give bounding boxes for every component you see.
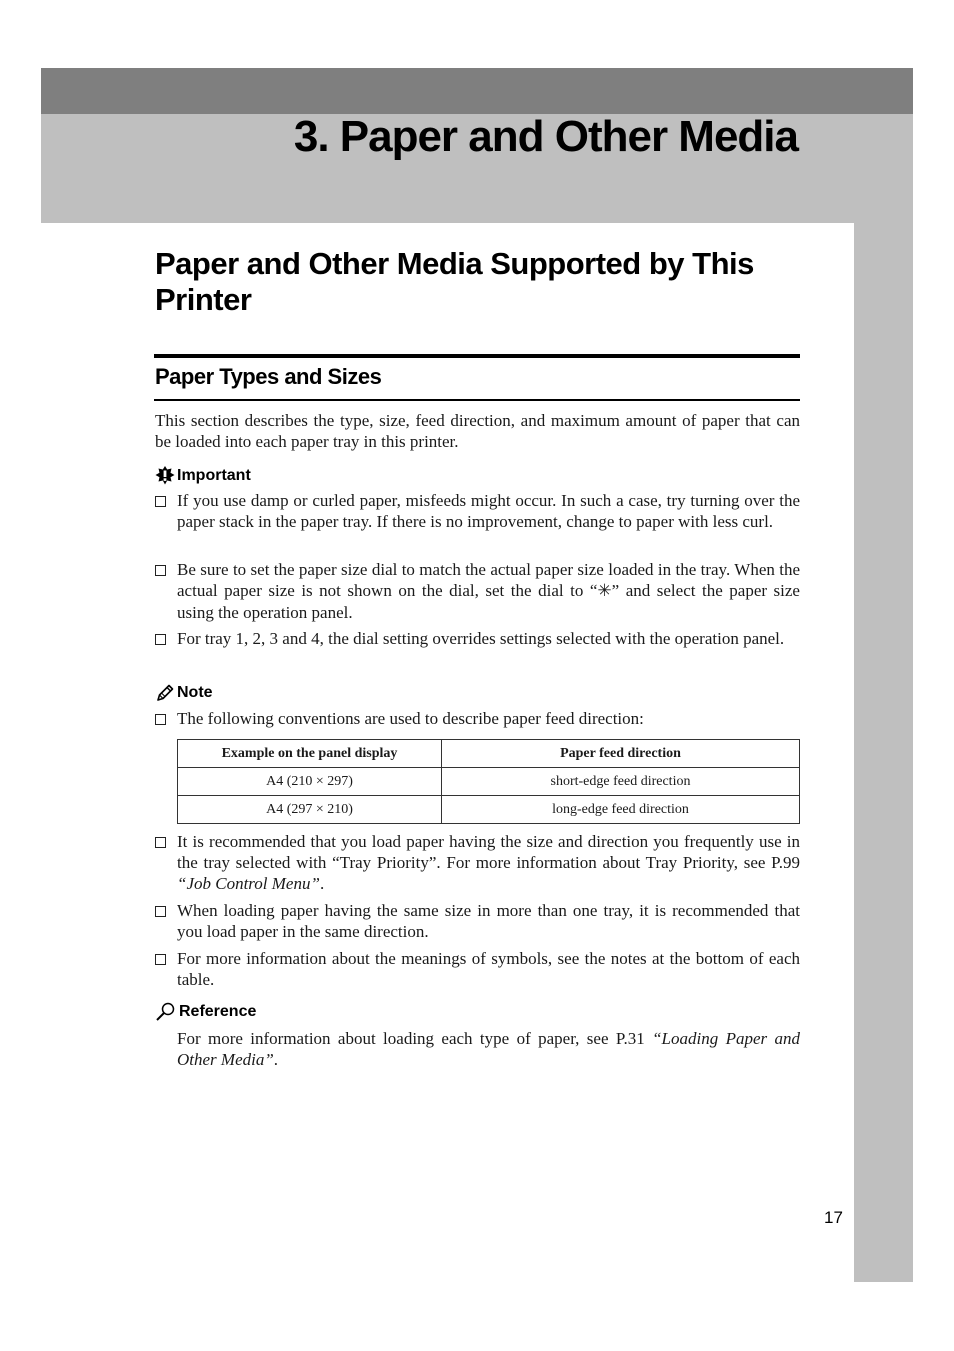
checkbox-square-icon [155,496,166,507]
section-rule-thick [154,354,800,358]
checkbox-square-icon [155,906,166,917]
important-heading [155,466,251,486]
important-item-text: For tray 1, 2, 3 and 4, the dial setting overrides settings selected with the operation panel. [177,629,785,648]
page-number: 17 [824,1208,843,1227]
table-header: Example on the panel display [178,740,442,768]
checkbox-square-icon [155,714,166,725]
side-thumb-tab [854,223,913,1282]
note-item-text: The following conventions are used to describe paper feed direction: [177,709,644,728]
note-item [155,900,800,942]
important-badge-icon [155,466,175,486]
important-item-text: If you use damp or curled paper, misfeeds might occur. In such a case, try turning over the paper stack in the paper tray. If there is no improvement, change to paper with less curl. [177,491,800,531]
table-row [178,796,800,824]
table-row [178,768,800,796]
cross-reference-link: “Job Control Menu” [177,874,320,893]
note-item [155,948,800,990]
important-item [155,628,800,649]
table-cell: short-edge feed direction [442,768,800,796]
reference-heading [155,1002,256,1022]
magnifier-icon [155,1002,177,1022]
chapter-title: 3. Paper and Other Media [293,112,798,161]
checkbox-square-icon [155,837,166,848]
section-rule-thin [154,399,800,401]
important-item [155,559,800,623]
pencil-icon [155,683,175,703]
cross-reference-link: “Loading Paper and Other Media” [177,1029,800,1069]
table-cell: A4 (210 × 297) [178,768,442,796]
table-cell: long-edge feed direction [442,796,800,824]
note-item-text: For more information about the meanings of symbols, see the notes at the bottom of each table. [177,949,800,989]
important-label: Important [177,467,251,484]
checkbox-square-icon [155,634,166,645]
feed-direction-table [177,739,800,824]
note-label: Note [177,684,213,701]
note-item-text: When loading paper having the same size in more than one tray, it is recommended that you load paper in the same direction. [177,901,800,941]
subsection-title: Paper Types and Sizes [155,364,382,389]
note-item [155,708,800,729]
reference-text: For more information about loading each type of paper, see P.31 “Loading Paper and Other Media”. [177,1029,800,1069]
dial-asterisk-symbol: ✳ [597,581,612,601]
reference-label: Reference [179,1003,257,1020]
note-item [155,831,800,894]
table-header: Paper feed direction [442,740,800,768]
intro-paragraph: This section describes the type, size, feed direction, and maximum amount of paper that can be loaded into each paper tray in this printer. [155,411,800,451]
chapter-header-band-dark [41,68,913,114]
table-cell: A4 (297 × 210) [178,796,442,824]
checkbox-square-icon [155,565,166,576]
section-title: Paper and Other Media Supported by This Printer [155,246,754,317]
important-item-text: Be sure to set the paper size dial to match the actual paper size loaded in the tray. When the actual paper size is not shown on the dial, set the dial to “✳” and select the paper size using the operation panel. [177,560,800,622]
note-heading [155,683,213,703]
important-item [155,490,800,532]
note-item-text: It is recommended that you load paper having the size and direction you frequently use in the tray selected with “Tray Priority”. For more information about Tray Priority, see P.99 “Job Control Menu”. [177,832,800,893]
checkbox-square-icon [155,954,166,965]
